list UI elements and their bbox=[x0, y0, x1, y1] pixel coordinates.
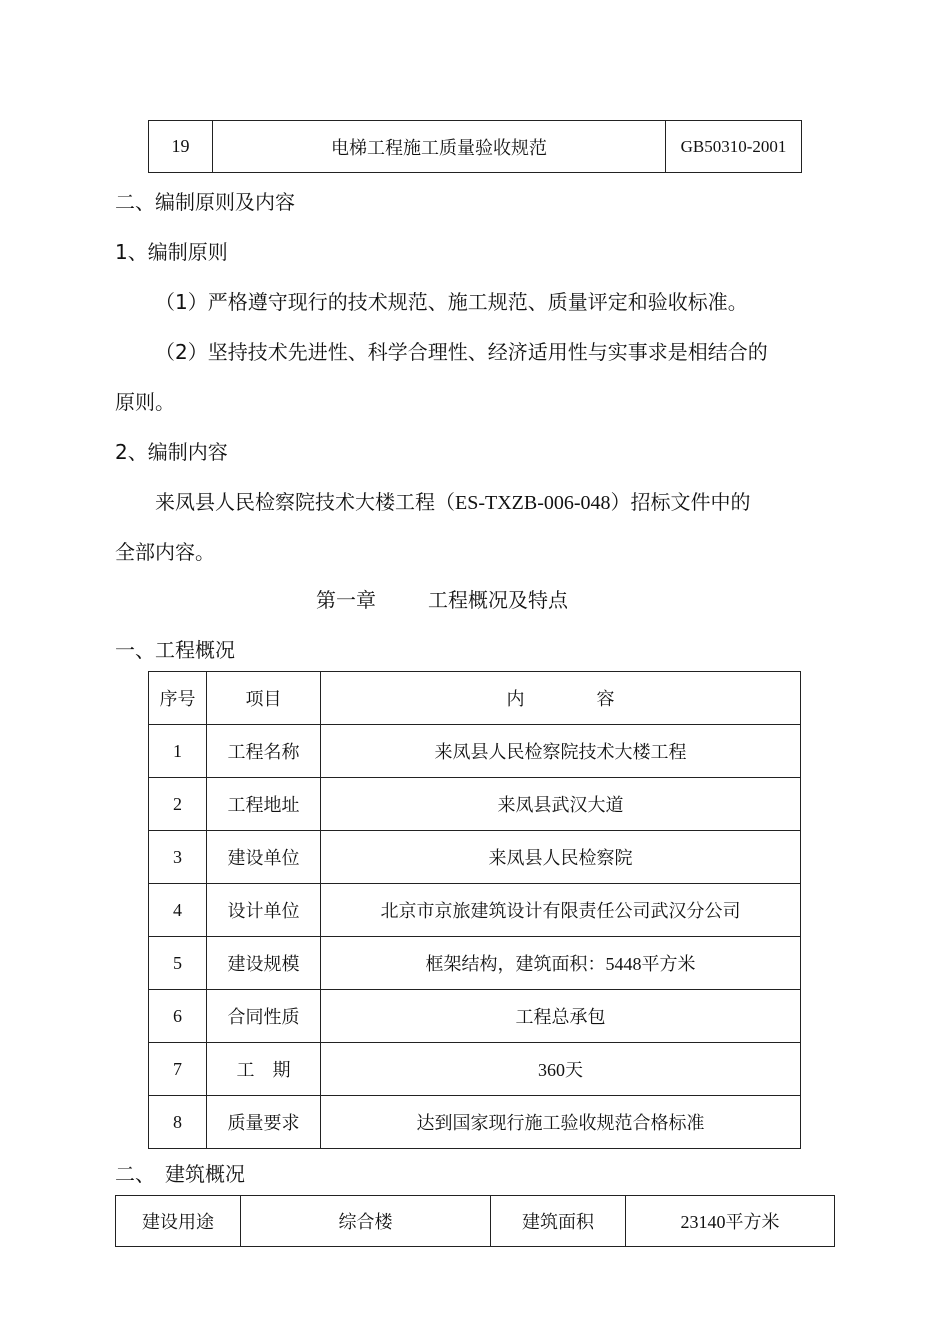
row-number: 6 bbox=[149, 990, 207, 1043]
row-number: 5 bbox=[149, 937, 207, 990]
paragraph: （1）严格遵守现行的技术规范、施工规范、质量评定和验收标准。 bbox=[155, 290, 748, 314]
building-overview-table bbox=[115, 1195, 835, 1247]
row-number: 7 bbox=[149, 1043, 207, 1096]
duration-value: 360 bbox=[538, 1060, 565, 1080]
usage-value: 综合楼 bbox=[241, 1196, 491, 1247]
row-content: 来凤县人民检察院 bbox=[321, 831, 801, 884]
row-content bbox=[321, 1043, 801, 1096]
table-row bbox=[149, 121, 802, 173]
table-header-row bbox=[149, 672, 801, 725]
area-unit: 平方米 bbox=[725, 1212, 780, 1233]
standard-name: 电梯工程施工质量验收规范 bbox=[213, 121, 666, 173]
row-content: 工程总承包 bbox=[321, 990, 801, 1043]
section-heading: 二、编制原则及内容 bbox=[115, 190, 295, 214]
tender-code: ES-TXZB-006-048 bbox=[455, 492, 611, 514]
row-content bbox=[321, 937, 801, 990]
duration-unit: 天 bbox=[565, 1060, 583, 1081]
table-row bbox=[149, 1096, 801, 1149]
standards-table-continued bbox=[148, 120, 802, 173]
row-item: 工 期 bbox=[207, 1043, 321, 1096]
table-row bbox=[149, 1043, 801, 1096]
row-content: 来凤县人民检察院技术大楼工程 bbox=[321, 725, 801, 778]
chapter-label: 第一章 bbox=[316, 588, 376, 612]
table-row bbox=[149, 937, 801, 990]
row-content: 达到国家现行施工验收规范合格标准 bbox=[321, 1096, 801, 1149]
paragraph-text: ）招标文件中的 bbox=[610, 490, 751, 514]
row-number: 8 bbox=[149, 1096, 207, 1149]
row-number: 3 bbox=[149, 831, 207, 884]
subsection-heading: 2、编制内容 bbox=[115, 440, 228, 464]
paragraph-text: 来凤县人民检察院技术大楼工程（ bbox=[155, 490, 455, 514]
row-number: 1 bbox=[149, 725, 207, 778]
row-item: 质量要求 bbox=[207, 1096, 321, 1149]
row-content: 北京市京旅建筑设计有限责任公司武汉分公司 bbox=[321, 884, 801, 937]
table-row bbox=[149, 990, 801, 1043]
row-item: 建设单位 bbox=[207, 831, 321, 884]
section-heading: 一、工程概况 bbox=[115, 638, 235, 662]
project-overview-table bbox=[148, 671, 801, 1149]
table-row bbox=[149, 884, 801, 937]
area-value-cell bbox=[626, 1196, 835, 1247]
row-item: 建设规模 bbox=[207, 937, 321, 990]
row-number: 19 bbox=[149, 121, 213, 173]
table-row bbox=[116, 1196, 835, 1247]
row-item: 工程地址 bbox=[207, 778, 321, 831]
table-row bbox=[149, 778, 801, 831]
row-item: 设计单位 bbox=[207, 884, 321, 937]
paragraph bbox=[155, 486, 751, 515]
area-label: 建筑面积 bbox=[491, 1196, 626, 1247]
area-unit: 平方米 bbox=[641, 954, 696, 975]
header-content: 内 容 bbox=[321, 672, 801, 725]
usage-label: 建设用途 bbox=[116, 1196, 241, 1247]
row-item: 合同性质 bbox=[207, 990, 321, 1043]
table-row bbox=[149, 725, 801, 778]
paragraph-continuation: 全部内容。 bbox=[115, 540, 215, 564]
subsection-heading: 1、编制原则 bbox=[115, 240, 228, 264]
header-item: 项目 bbox=[207, 672, 321, 725]
row-number: 2 bbox=[149, 778, 207, 831]
header-no: 序号 bbox=[149, 672, 207, 725]
paragraph: （2）坚持技术先进性、科学合理性、经济适用性与实事求是相结合的 bbox=[155, 340, 768, 364]
row-item: 工程名称 bbox=[207, 725, 321, 778]
standard-code: GB50310-2001 bbox=[666, 121, 802, 173]
area-value: 23140 bbox=[680, 1212, 726, 1232]
row-content: 来凤县武汉大道 bbox=[321, 778, 801, 831]
content-text: 框架结构，建筑面积： bbox=[425, 954, 606, 975]
section-heading: 二、 建筑概况 bbox=[115, 1162, 245, 1186]
area-value: 5448 bbox=[605, 954, 642, 974]
paragraph-continuation: 原则。 bbox=[115, 390, 175, 414]
row-number: 4 bbox=[149, 884, 207, 937]
table-row bbox=[149, 831, 801, 884]
chapter-title: 工程概况及特点 bbox=[428, 588, 568, 612]
